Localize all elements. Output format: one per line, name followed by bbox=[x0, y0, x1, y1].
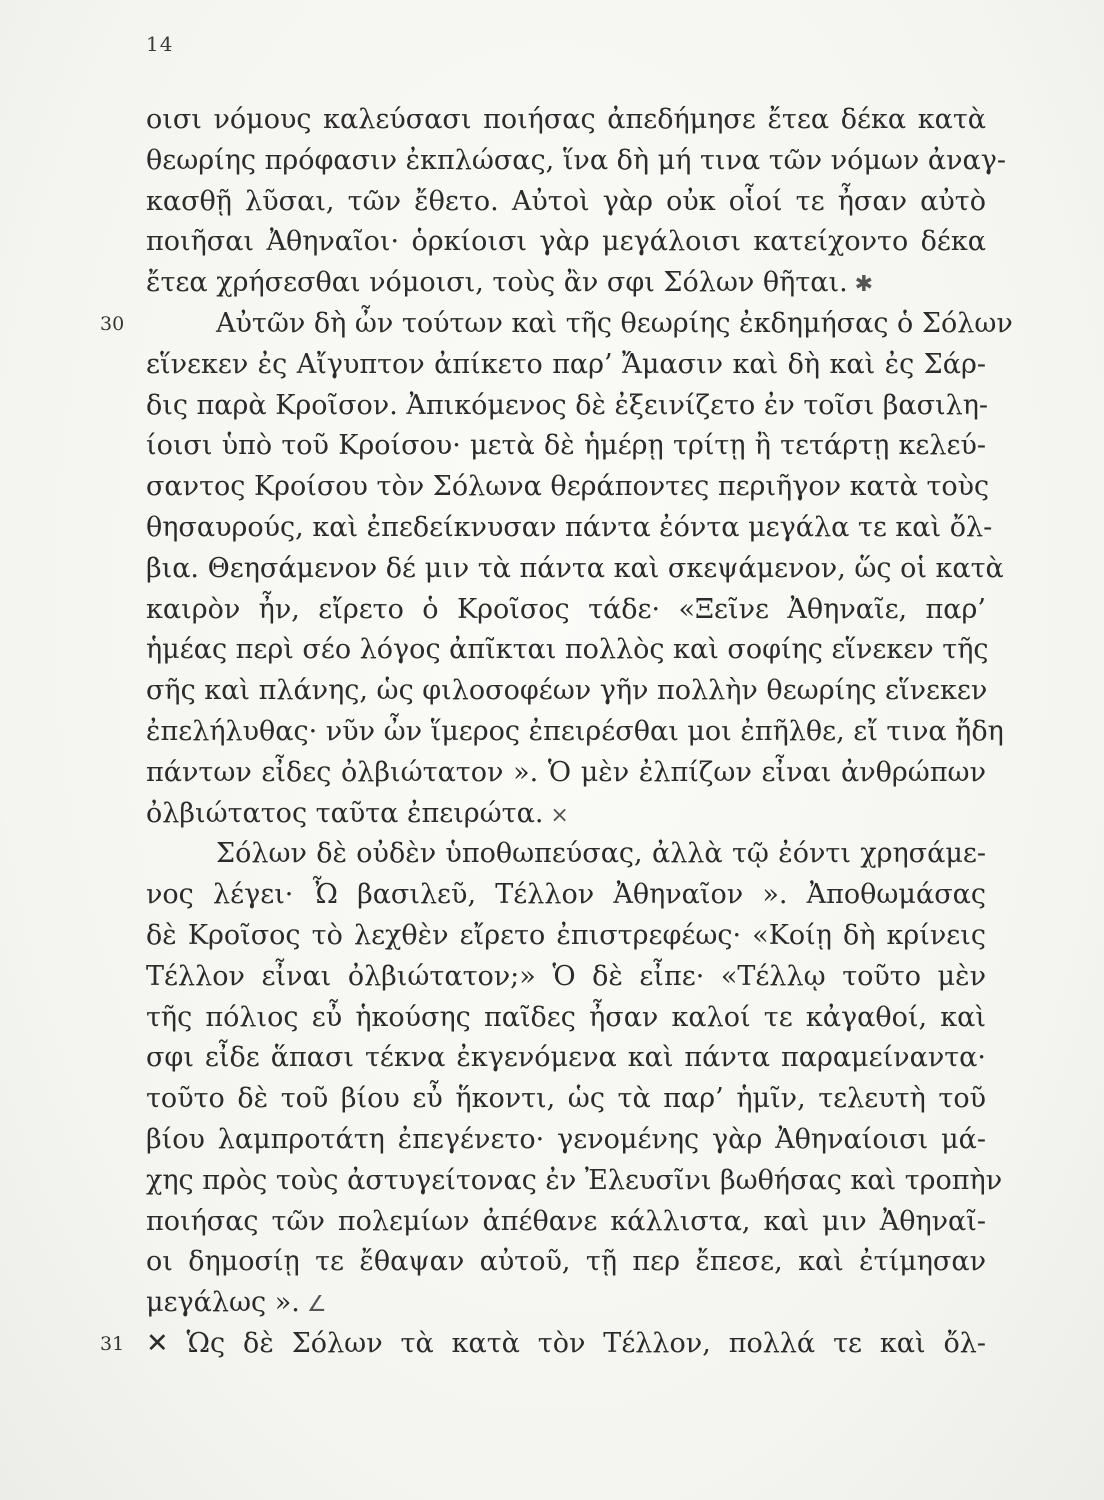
text-line bbox=[146, 1283, 986, 1324]
line-text: Αὐτῶν δὴ ὦν τούτων καὶ τῆς θεωρίης ἐκδημήσας ὁ Σόλων bbox=[216, 307, 1013, 339]
text-line bbox=[146, 957, 986, 998]
handwritten-mark: ✱ bbox=[847, 272, 874, 298]
text-line bbox=[146, 630, 989, 671]
text-line bbox=[146, 998, 986, 1039]
text-line bbox=[146, 875, 986, 916]
line-text: ἡμέας περὶ σέο λόγος ἀπῖκται πολλὸς καὶ σοφίης εἵνεκεν τῆς bbox=[146, 634, 989, 666]
line-text: δὲ Κροῖσος τὸ λεχθὲν εἴρετο ἐπιστρεφέως· «Κοίῃ δὴ κρίνεις bbox=[146, 919, 986, 951]
text-line bbox=[146, 1242, 986, 1283]
line-text: ἐπελήλυθας· νῦν ὦν ἵμερος ἐπειρέσθαι μοι ἐπῆλθε, εἴ τινα ἤδη bbox=[146, 715, 1004, 747]
text-line bbox=[146, 1161, 1003, 1202]
line-text: Σόλων δὲ οὐδὲν ὑποθωπεύσας, ἀλλὰ τῷ ἐόντι χρησάμε- bbox=[216, 838, 986, 870]
text-line bbox=[146, 386, 989, 427]
text-line bbox=[146, 753, 986, 794]
line-text: νος λέγει· Ὦ βασιλεῦ, Τέλλον Ἀθηναῖον ». Ἀποθωμάσας bbox=[146, 879, 986, 911]
line-text: σῆς καὶ πλάνης, ὡς φιλοσοφέων γῆν πολλὴν θεωρίης εἵνεκεν bbox=[146, 675, 988, 707]
line-text: χης πρὸς τοὺς ἀστυγείτονας ἐν Ἐλευσῖνι βωθήσας καὶ τροπὴν bbox=[146, 1164, 1003, 1196]
text-line bbox=[100, 304, 1013, 345]
text-line bbox=[146, 590, 986, 631]
line-text: τοῦτο δὲ τοῦ βίου εὖ ἥκοντι, ὡς τὰ παρ’ ἡμῖν, τελευτὴ τοῦ bbox=[146, 1083, 986, 1115]
line-text: θεωρίης πρόφασιν ἐκπλώσας, ἵνα δὴ μή τινα τῶν νόμων ἀναγ- bbox=[146, 144, 1007, 176]
text-line bbox=[146, 671, 986, 712]
text-line bbox=[146, 467, 990, 508]
text-line bbox=[146, 1120, 986, 1161]
text-line bbox=[146, 426, 986, 467]
line-text: καιρὸν ἦν, εἴρετο ὁ Κροῖσος τάδε· «Ξεῖνε Ἀθηναῖε, παρ’ bbox=[146, 593, 986, 625]
line-text: θησαυρούς, καὶ ἐπεδείκνυσαν πάντα ἐόντα μεγάλα τε καὶ ὄλ- bbox=[146, 511, 993, 543]
line-text: ἔτεα χρήσεσθαι νόμοισι, τοὺς ἂν σφι Σόλων θῆται. bbox=[146, 267, 848, 299]
text-line bbox=[146, 1202, 986, 1243]
line-text: βίου λαμπροτάτη ἐπεγένετο· γενομένης γὰρ Ἀθηναίοισι μά- bbox=[146, 1123, 986, 1155]
line-text: οι δημοσίῃ τε ἔθαψαν αὐτοῦ, τῇ περ ἔπεσε, καὶ ἐτίμησαν bbox=[146, 1246, 986, 1278]
page-number: 14 bbox=[146, 32, 174, 56]
line-text: ✕ Ὡς δὲ Σόλων τὰ κατὰ τὸν Τέλλον, πολλά τε καὶ ὄλ- bbox=[146, 1327, 986, 1359]
text-line bbox=[146, 182, 986, 223]
text-line bbox=[146, 222, 986, 263]
line-text: δις παρὰ Κροῖσον. Ἀπικόμενος δὲ ἐξεινίζετο ἐν τοῖσι βασιλη- bbox=[146, 389, 989, 421]
text-line bbox=[100, 1324, 986, 1365]
text-line bbox=[146, 549, 1004, 590]
text-line bbox=[146, 834, 986, 875]
line-text: εἵνεκεν ἐς Αἴγυπτον ἀπίκετο παρ’ Ἄμασιν καὶ δὴ καὶ ἐς Σάρ- bbox=[146, 348, 986, 380]
line-text: κασθῇ λῦσαι, τῶν ἔθετο. Αὐτοὶ γὰρ οὐκ οἷοί τε ἦσαν αὐτὸ bbox=[146, 185, 986, 217]
text-line bbox=[146, 100, 986, 141]
text-line bbox=[146, 141, 1007, 182]
line-text: βια. Θεησάμενον δέ μιν τὰ πάντα καὶ σκεψάμενον, ὥς οἱ κατὰ bbox=[146, 552, 1004, 584]
text-line bbox=[146, 263, 986, 304]
text-line bbox=[146, 794, 986, 835]
line-text: πάντων εἶδες ὀλβιώτατον ». Ὁ μὲν ἐλπίζων εἶναι ἀνθρώπων bbox=[146, 756, 986, 788]
text-line bbox=[146, 1079, 986, 1120]
margin-line-number: 31 bbox=[100, 1332, 125, 1355]
line-text: τῆς πόλιος εὖ ἡκούσης παῖδες ἦσαν καλοί τε κἀγαθοί, καὶ bbox=[146, 1001, 986, 1033]
line-text: ὀλβιώτατος ταῦτα ἐπειρώτα. bbox=[146, 797, 544, 829]
line-text: μεγάλως ». bbox=[146, 1287, 300, 1319]
text-line bbox=[146, 345, 986, 386]
margin-line-number: 30 bbox=[100, 312, 125, 335]
handwritten-mark: × bbox=[543, 802, 569, 828]
text-line bbox=[146, 916, 986, 957]
line-text: οισι νόμους καλεύσασι ποιήσας ἀπεδήμησε ἔτεα δέκα κατὰ bbox=[146, 104, 986, 135]
line-text: σαντος Κροίσου τὸν Σόλωνα θεράποντες περιῆγον κατὰ τοὺς bbox=[146, 471, 990, 503]
line-text: Τέλλον εἶναι ὀλβιώτατον;» Ὁ δὲ εἶπε· «Τέλλῳ τοῦτο μὲν bbox=[146, 960, 986, 992]
line-text: ποιῆσαι Ἀθηναῖοι· ὁρκίοισι γὰρ μεγάλοισι κατείχοντο δέκα bbox=[146, 226, 986, 258]
text-block bbox=[100, 100, 1013, 1365]
line-text: ίοισι ὑπὸ τοῦ Κροίσου· μετὰ δὲ ἡμέρῃ τρίτῃ ἢ τετάρτῃ κελεύ- bbox=[146, 430, 986, 462]
line-text: ποιήσας τῶν πολεμίων ἀπέθανε κάλλιστα, καὶ μιν Ἀθηναῖ- bbox=[146, 1205, 986, 1237]
text-line bbox=[146, 712, 1004, 753]
text-line bbox=[146, 508, 993, 549]
line-text: σφι εἶδε ἅπασι τέκνα ἐκγενόμενα καὶ πάντα παραμείναντα· bbox=[146, 1042, 986, 1074]
handwritten-mark: ∠ bbox=[299, 1292, 327, 1318]
text-line bbox=[146, 1038, 986, 1079]
